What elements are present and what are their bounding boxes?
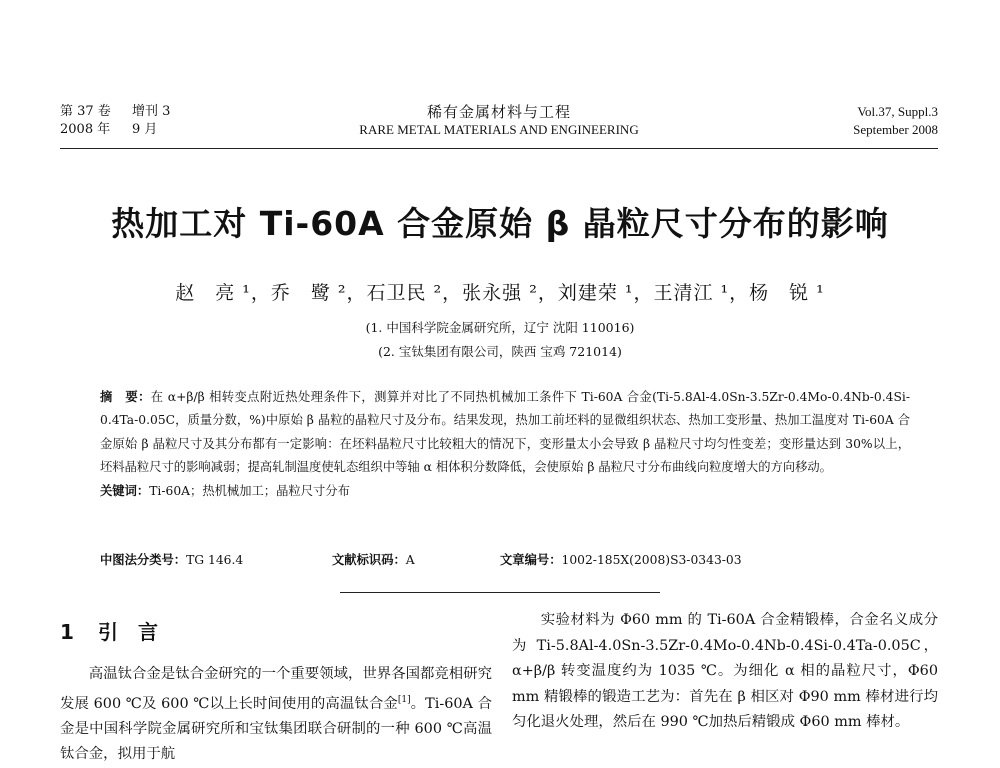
clc-value: TG 146.4 bbox=[186, 553, 244, 567]
affiliation-2: (2. 宝钛集团有限公司，陕西 宝鸡 721014) bbox=[378, 344, 622, 359]
header-date-en: September 2008 bbox=[853, 122, 938, 137]
author-list: 赵 亮 ¹，乔 鹭 ²，石卫民 ²，张永强 ²，刘建荣 ¹，王清江 ¹，杨 锐 ¹ bbox=[175, 282, 825, 304]
paper-title: 热加工对 Ti-60A 合金原始 β 晶粒尺寸分布的影响 bbox=[111, 204, 889, 243]
section-divider bbox=[340, 592, 660, 593]
header-year: 2008 年 bbox=[60, 122, 111, 137]
abstract-paragraph bbox=[100, 386, 910, 480]
article-number-value: 1002-185X(2008)S3-0343-03 bbox=[561, 553, 742, 567]
right-column bbox=[512, 608, 938, 736]
abstract-label: 摘 要： bbox=[100, 390, 151, 404]
doc-code-item bbox=[332, 550, 415, 568]
header-month: 9 月 bbox=[132, 122, 158, 137]
journal-name-cn: 稀有金属材料与工程 bbox=[426, 103, 571, 121]
affiliation-1: (1. 中国科学院金属研究所，辽宁 沈阳 110016) bbox=[365, 320, 635, 335]
keywords-line bbox=[100, 480, 910, 503]
journal-name-en: RARE METAL MATERIALS AND ENGINEERING bbox=[359, 122, 639, 137]
abstract-block bbox=[100, 386, 910, 503]
article-number-item bbox=[500, 550, 742, 568]
doc-code-label: 文献标识码： bbox=[332, 553, 406, 567]
header-issue: 增刊 3 bbox=[132, 104, 171, 119]
abstract-text: 在 α+β/β 相转变点附近热处理条件下，测算并对比了不同热机械加工条件下 Ti-60A 合金(Ti-5.8Al-4.0Sn-3.5Zr-0.4Mo-0.4Nb-0.4Si- 0.4Ta-0.05C，质量分数，%)中原始 β 晶粒的晶粒尺寸及分布。结果发现，热加工前坯料的显微组织状态、热加工变形量、热加工温度对 Ti-60A 合金原始 β 晶粒尺寸及其分布都有一定影响：在坯料晶粒尺寸比较粗大的情况下，变形量太小会导致 β 晶粒尺寸均匀性变差；变形量达到 30%以上，坯料晶粒尺寸的影响减弱；提高轧制温度使轧态组织中等轴 α 相体积分数降低，会使原始 β 晶粒尺寸分布曲线向粒度增大的方向移动。 bbox=[100, 390, 910, 475]
article-number-label: 文章编号： bbox=[500, 553, 562, 567]
section-number: 1 bbox=[60, 620, 74, 644]
intro-text-a: 高温钛合金是钛合金研究的一个重要领域，世界各国都竞相研究发展 600 ℃及 600 ℃以上长时间使用的高温钛合金 bbox=[60, 666, 492, 712]
section-title: 引 言 bbox=[98, 620, 158, 644]
keywords-label: 关键词： bbox=[100, 483, 150, 498]
header-rule bbox=[60, 148, 938, 149]
header-journal bbox=[60, 103, 938, 139]
intro-paragraph bbox=[60, 662, 492, 768]
citation-ref: [1] bbox=[397, 694, 411, 705]
section-heading bbox=[60, 618, 492, 646]
header-volume: 第 37 卷 bbox=[60, 104, 111, 119]
keywords-text: Ti-60A；热机械加工；晶粒尺寸分布 bbox=[149, 483, 350, 498]
left-column bbox=[60, 618, 492, 768]
header-volume-en bbox=[853, 103, 938, 139]
running-header bbox=[60, 103, 938, 147]
intro-text-b: 。Ti-60A 合金是中国科学院金属研究所和宝钛集团联合研制的一种 600 ℃高温钛合金，拟用于航 bbox=[60, 695, 492, 763]
doc-code-value: A bbox=[405, 553, 415, 567]
header-vol-en: Vol.37, Suppl.3 bbox=[857, 104, 938, 119]
clc-label: 中图法分类号： bbox=[100, 553, 187, 567]
materials-paragraph: 实验材料为 Φ60 mm 的 Ti-60A 合金精锻棒，合金名义成分为 Ti-5.8Al-4.0Sn-3.5Zr-0.4Mo-0.4Nb-0.4Si-0.4Ta-0.05C，α+β/β 转变温度约为 1035 ℃。为细化 α 相的晶粒尺寸，Φ60 mm 精锻棒的锻造工艺为：首先在 β 相区对 Φ90 mm 棒材进行均匀化退火处理，然后在 990 ℃加热后精锻成 Φ60 mm 棒材。 bbox=[512, 612, 938, 730]
clc-item bbox=[100, 550, 243, 568]
